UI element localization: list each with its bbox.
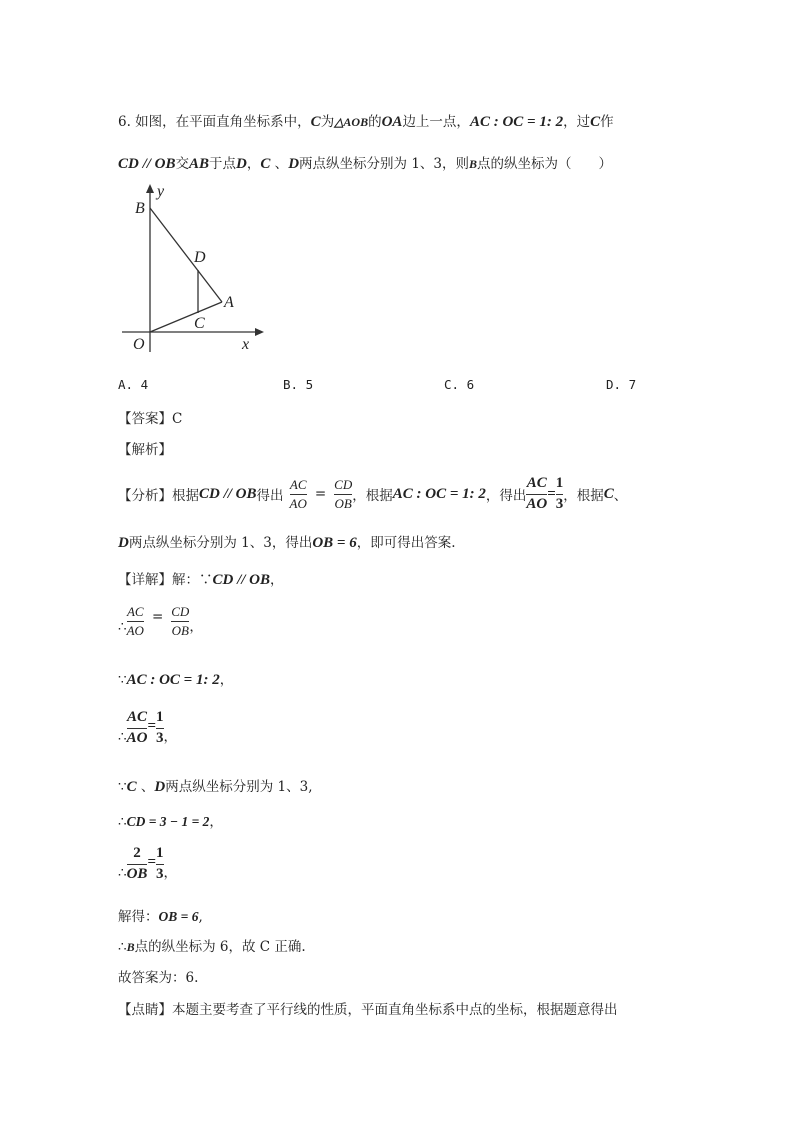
parallel-cd-ob: CD // OB: [212, 572, 271, 588]
detail-step-8: [118, 905, 203, 925]
ratio-ac-oc: AC : OC = 1: 2: [392, 485, 486, 502]
question-line-2: [118, 152, 612, 173]
point-c: C: [126, 779, 137, 795]
numerator: 1: [156, 845, 164, 861]
detail-step-6: [118, 810, 223, 830]
detail-step-4: [118, 710, 177, 747]
point-b: B: [126, 940, 135, 954]
denominator: OB: [334, 495, 352, 511]
text: ,: [198, 909, 203, 925]
fenxi-line-2: [118, 531, 456, 552]
because-symbol: ∵: [199, 572, 213, 588]
denominator: AO: [126, 729, 148, 746]
numerator: AC: [126, 604, 144, 619]
parallel-cd-ob: CD // OB: [118, 156, 176, 172]
point-c: C: [603, 485, 614, 502]
therefore-symbol: ∴: [118, 814, 127, 830]
label-x: x: [242, 336, 250, 353]
text: ，: [270, 572, 284, 588]
text: 的: [368, 114, 382, 130]
segment-oa-line: [150, 302, 222, 332]
cd-equals-2: CD = 3 − 1 = 2: [126, 814, 210, 829]
fraction-cd-ob: [334, 478, 352, 510]
segment-oa: OA: [381, 114, 403, 130]
text: ，根据: [563, 488, 604, 505]
option-b[interactable]: B. 5: [283, 377, 314, 392]
detail-step-2: [118, 605, 203, 637]
text: 交: [175, 156, 190, 172]
point-b: B: [469, 157, 478, 171]
text: ，得出: [485, 488, 527, 505]
fraction-2-ob: [127, 846, 148, 883]
therefore-symbol: ∴: [118, 939, 127, 955]
detail-step-3: [118, 668, 233, 689]
text: 、: [613, 488, 628, 505]
option-c[interactable]: C. 6: [444, 377, 475, 392]
fraction-ac-ao: [290, 478, 307, 510]
dianjing-line: 【点睛】本题主要考查了平行线的性质，平面直角坐标系中点的坐标，根据题意得出: [118, 1002, 618, 1018]
equals: =: [147, 717, 156, 734]
therefore-symbol: ∴: [118, 728, 127, 745]
text: ，即可得出答案.: [356, 535, 456, 551]
label-a: A: [224, 294, 234, 311]
answer-value: C: [172, 411, 183, 427]
segment-ab-line: [150, 208, 222, 302]
text: ，过: [563, 114, 591, 130]
denominator: 3: [156, 729, 164, 746]
label-b: B: [135, 200, 145, 217]
numerator: 2: [133, 845, 141, 861]
denominator: OB: [171, 622, 189, 638]
fraction-1-3: [156, 846, 164, 883]
fraction-ac-ao-bold: [526, 476, 547, 513]
numerator: 1: [555, 475, 564, 491]
because-symbol: ∵: [118, 672, 127, 688]
analysis-heading: 【解析】: [118, 442, 172, 458]
numerator: CD: [334, 477, 353, 493]
option-d[interactable]: D. 7: [606, 377, 637, 392]
question-line-1: [118, 110, 614, 131]
fenxi-line-1: [118, 476, 627, 513]
text: 、: [270, 156, 289, 172]
text: 两点纵坐标分别为 1、3，得出: [128, 535, 313, 551]
parallel-cd-ob: CD // OB: [199, 485, 257, 502]
text: ，根据: [352, 488, 393, 505]
ratio-ac-oc: AC : OC = 1: 2: [469, 114, 564, 130]
numerator: CD: [171, 604, 190, 619]
point-d: D: [154, 779, 166, 795]
equals: =: [151, 609, 164, 626]
denominator: AO: [289, 495, 307, 511]
equals: =: [314, 486, 327, 503]
text: 作: [600, 114, 614, 130]
denominator: AO: [526, 495, 548, 512]
point-d: D: [118, 535, 129, 551]
option-a[interactable]: A. 4: [118, 377, 149, 392]
denominator: 3: [156, 865, 164, 882]
numerator: AC: [526, 475, 547, 491]
answer-line: [118, 407, 182, 427]
label-o: O: [133, 336, 145, 353]
therefore-symbol: ∴: [118, 619, 127, 636]
detail-step-5: [118, 775, 313, 796]
equals: =: [547, 485, 556, 502]
text: 解得：: [118, 909, 159, 925]
text: ，: [163, 728, 177, 745]
text: 得出: [256, 488, 284, 505]
label-d: D: [194, 249, 206, 266]
text: 点的纵坐标为 6，故 C 正确.: [134, 939, 306, 955]
text: 于点: [209, 156, 237, 172]
numerator: AC: [127, 709, 148, 725]
fraction-cd-ob: [171, 605, 189, 637]
fraction-ac-ao-bold: [127, 710, 148, 747]
text: ，: [163, 864, 177, 881]
final-answer-line: 故答案为：6.: [118, 970, 199, 986]
text: 、: [136, 779, 155, 795]
denominator: OB: [126, 865, 148, 882]
x-axis-arrow: [255, 328, 264, 336]
text: 边上一点，: [402, 114, 470, 130]
ob-equals-6: OB = 6: [312, 535, 357, 551]
point-c: C: [310, 114, 321, 130]
point-d: D: [236, 156, 247, 172]
question-number-text: 6. 如图，在平面直角坐标系中，: [118, 114, 311, 130]
text: 两点纵坐标分别为 1、3，则: [299, 156, 470, 172]
point-d: D: [288, 156, 300, 172]
y-axis-arrow: [146, 184, 154, 193]
text: 两点纵坐标分别为 1、3,: [165, 779, 313, 795]
coordinate-figure: [118, 182, 268, 357]
therefore-symbol: ∴: [118, 864, 127, 881]
because-symbol: ∵: [118, 779, 127, 795]
text: ，: [219, 672, 234, 688]
detail-step-7: [118, 846, 177, 883]
denominator: 3: [555, 495, 564, 512]
text: ，: [189, 619, 203, 636]
detail-label: 【详解】解：: [118, 572, 199, 588]
detail-line-1: [118, 568, 284, 589]
text: 为: [320, 114, 335, 130]
numerator: AC: [289, 477, 307, 493]
label-c: C: [194, 315, 205, 332]
fraction-ac-ao: [127, 605, 144, 637]
fraction-1-3: [156, 710, 164, 747]
triangle-aob: △AOB: [334, 115, 369, 129]
ratio-ac-oc: AC : OC = 1: 2: [126, 672, 220, 688]
text: ，: [209, 814, 223, 830]
detail-step-9: [118, 935, 306, 955]
text: ，: [246, 156, 261, 172]
label-y: y: [157, 183, 165, 200]
ob-equals-6: OB = 6: [158, 909, 199, 924]
denominator: AO: [126, 622, 144, 638]
text: 点的纵坐标为（ ）: [477, 156, 613, 172]
equals: =: [147, 853, 156, 870]
fenxi-label: 【分析】根据: [118, 488, 199, 505]
point-c: C: [590, 114, 601, 130]
numerator: 1: [156, 709, 164, 725]
fraction-1-3: [556, 476, 564, 513]
point-c: C: [260, 156, 271, 172]
segment-ab: AB: [189, 156, 210, 172]
answer-label: 【答案】: [118, 411, 172, 427]
